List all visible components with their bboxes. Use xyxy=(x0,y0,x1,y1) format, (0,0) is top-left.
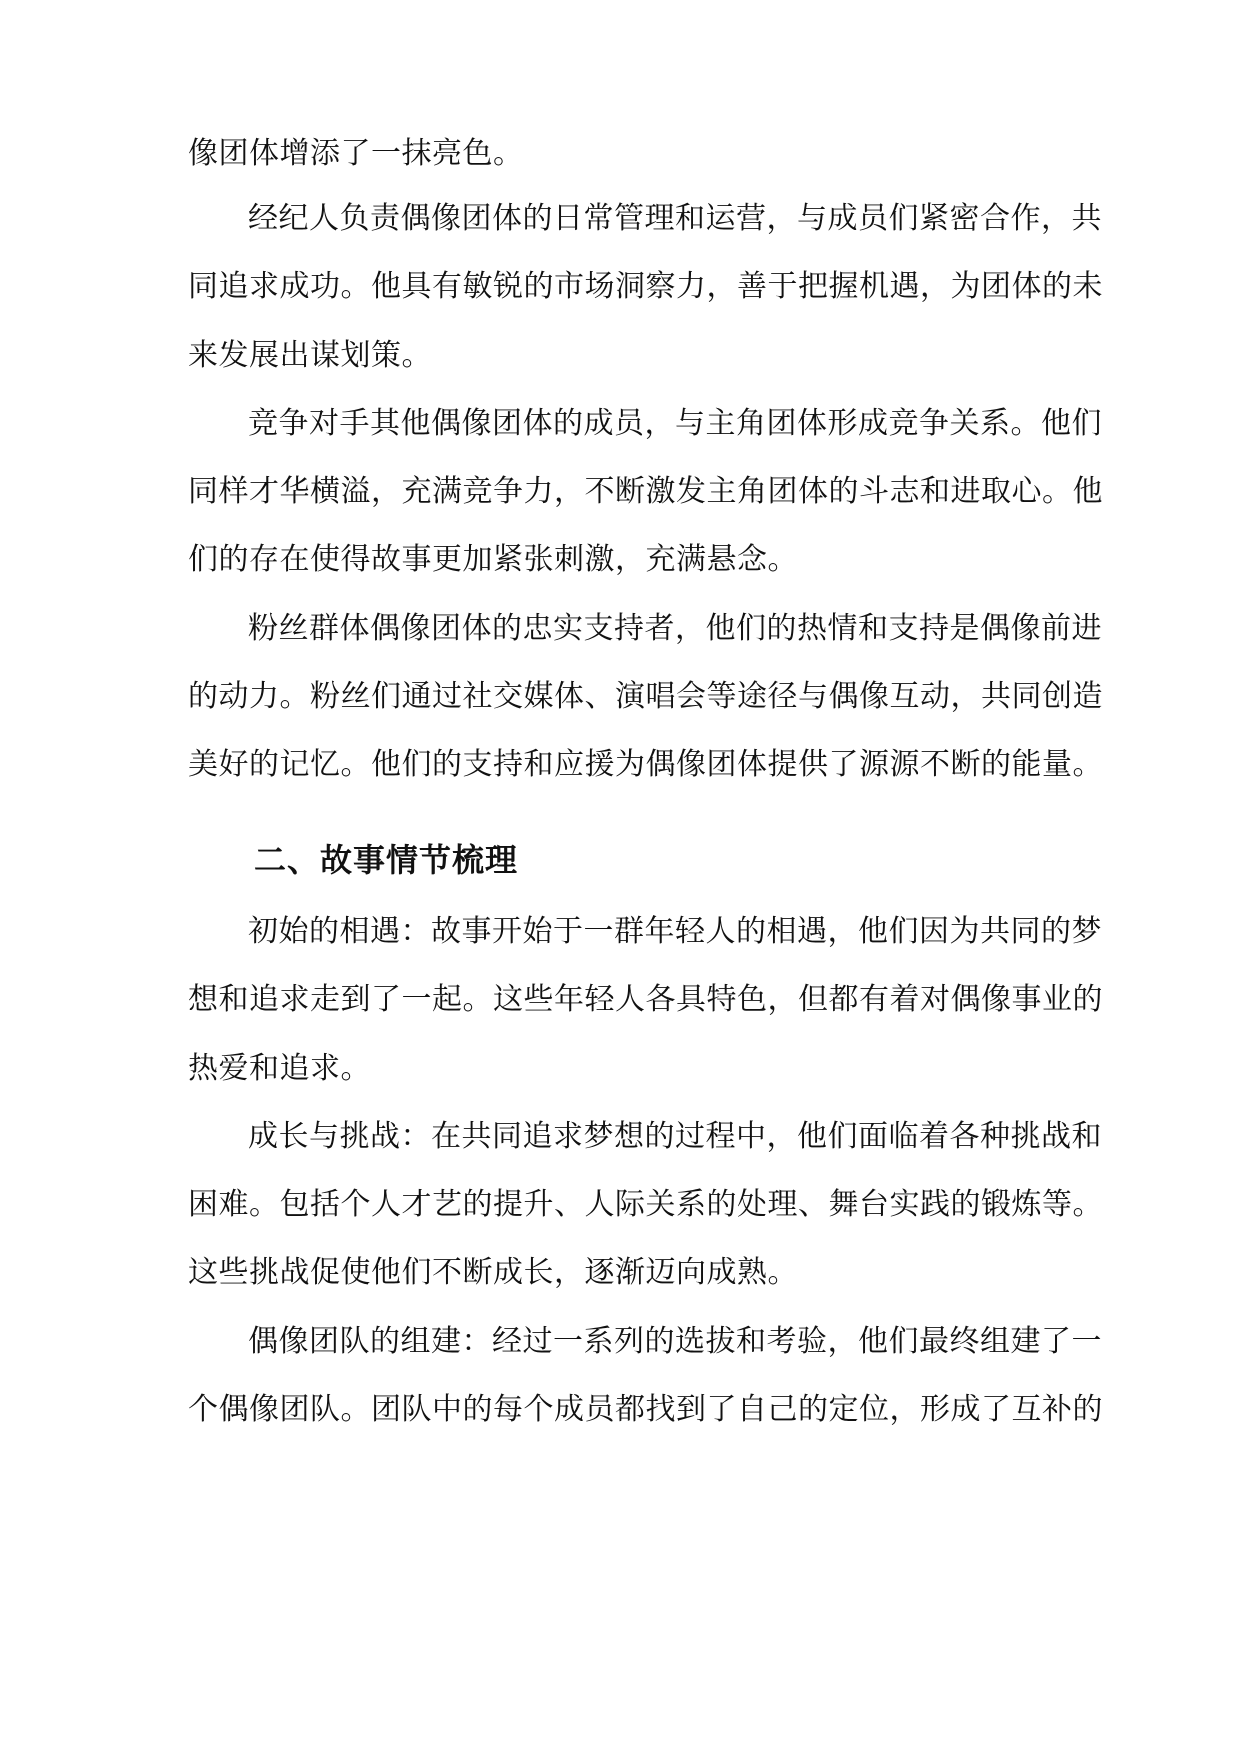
paragraph-line: 同样才华横溢，充满竞争力，不断激发主角团体的斗志和进取心。他 xyxy=(188,474,1103,509)
paragraph-line: 同追求成功。他具有敏锐的市场洞察力，善于把握机遇，为团体的未 xyxy=(188,269,1103,304)
paragraph-line: 像团体增添了一抹亮色。 xyxy=(188,136,524,171)
paragraph-line: 热爱和追求。 xyxy=(188,1051,371,1086)
paragraph-line: 偶像团队的组建：经过一系列的选拔和考验，他们最终组建了一 xyxy=(248,1324,1102,1359)
paragraph-line: 这些挑战促使他们不断成长，逐渐迈向成熟。 xyxy=(188,1255,798,1290)
paragraph-line: 成长与挑战：在共同追求梦想的过程中，他们面临着各种挑战和 xyxy=(248,1119,1102,1154)
paragraph-line: 美好的记忆。他们的支持和应援为偶像团体提供了源源不断的能量。 xyxy=(188,747,1103,782)
paragraph-line: 个偶像团队。团队中的每个成员都找到了自己的定位，形成了互补的 xyxy=(188,1392,1103,1427)
paragraph-line: 竞争对手其他偶像团体的成员，与主角团体形成竞争关系。他们 xyxy=(248,406,1102,441)
paragraph-line: 来发展出谋划策。 xyxy=(188,338,432,373)
paragraph-line: 困难。包括个人才艺的提升、人际关系的处理、舞台实践的锻炼等。 xyxy=(188,1187,1103,1222)
paragraph-line: 想和追求走到了一起。这些年轻人各具特色，但都有着对偶像事业的 xyxy=(188,982,1103,1017)
paragraph-line: 初始的相遇：故事开始于一群年轻人的相遇，他们因为共同的梦 xyxy=(248,914,1102,949)
paragraph-line: 经纪人负责偶像团体的日常管理和运营，与成员们紧密合作，共 xyxy=(248,201,1102,236)
paragraph-line: 的动力。粉丝们通过社交媒体、演唱会等途径与偶像互动，共同创造 xyxy=(188,679,1103,714)
section-heading: 二、故事情节梳理 xyxy=(254,841,519,879)
paragraph-line: 粉丝群体偶像团体的忠实支持者，他们的热情和支持是偶像前进 xyxy=(248,611,1102,646)
paragraph-line: 们的存在使得故事更加紧张刺激，充满悬念。 xyxy=(188,542,798,577)
